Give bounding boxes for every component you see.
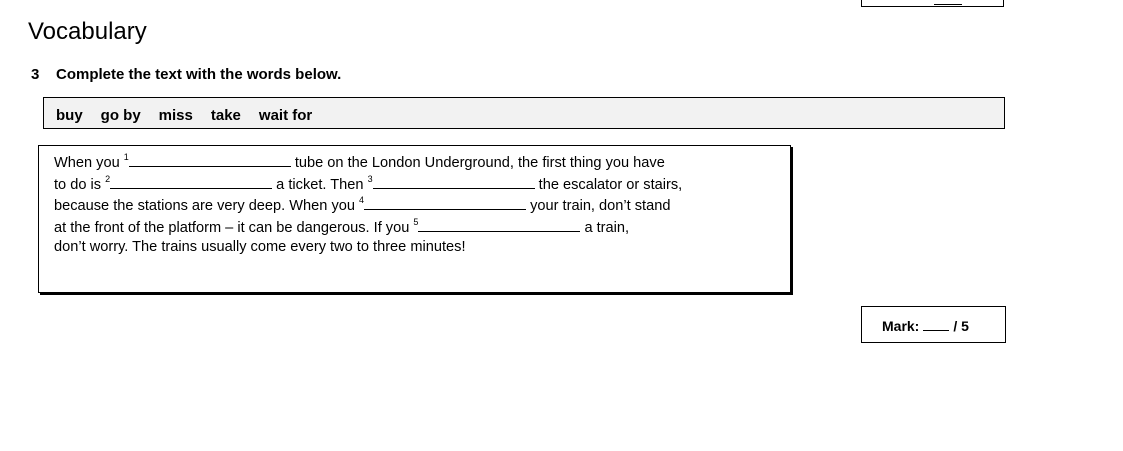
gap-5[interactable] <box>418 217 580 232</box>
passage-text: your train, don’t stand <box>526 198 671 214</box>
previous-mark-blank <box>934 4 962 5</box>
passage-box <box>38 145 791 293</box>
exercise-number: 3 <box>31 66 40 83</box>
gap-number-4: 4 <box>359 195 365 205</box>
gap-number-1: 1 <box>123 152 129 162</box>
mark-total: / 5 <box>953 318 969 334</box>
gap-2[interactable] <box>110 174 272 189</box>
passage-line-5: don’t worry. The trains usually come every two to three minutes! <box>54 239 466 255</box>
passage-line-2 <box>54 174 790 196</box>
word-bank-item: wait for <box>258 107 313 124</box>
word-bank-item: take <box>210 107 241 124</box>
previous-mark-box <box>861 0 1004 7</box>
word-bank-item: buy <box>56 107 83 124</box>
mark-box <box>861 306 1006 343</box>
gap-number-5: 5 <box>413 216 419 227</box>
passage-text: at the front of the platform – it can be dangerous. If you <box>54 219 414 236</box>
passage-line-3 <box>54 195 790 217</box>
passage-text: When you <box>54 155 124 171</box>
word-bank-item: miss <box>158 107 193 124</box>
passage-line-1 <box>54 152 790 174</box>
gap-number-3: 3 <box>367 173 373 184</box>
exercise-instruction <box>31 66 341 83</box>
gap-3[interactable] <box>373 174 535 189</box>
passage-text: to do is <box>54 176 106 193</box>
passage-text: a train, <box>580 219 630 236</box>
word-bank-item: go by <box>100 107 141 124</box>
word-bank <box>43 97 1005 129</box>
passage-text: because the stations are very deep. When you <box>54 198 360 214</box>
passage-text: the escalator or stairs, <box>534 176 683 193</box>
passage-text: tube on the London Underground, the first thing you have <box>290 155 665 171</box>
section-title: Vocabulary <box>28 18 147 45</box>
mark-label: Mark: <box>882 318 920 334</box>
gap-1[interactable] <box>129 152 291 167</box>
mark-blank[interactable] <box>923 330 949 331</box>
passage-text: a ticket. Then <box>272 176 368 193</box>
gap-4[interactable] <box>364 195 526 210</box>
instruction-text: Complete the text with the words below. <box>56 66 342 83</box>
passage-line-4 <box>54 217 790 239</box>
gap-number-2: 2 <box>105 173 111 184</box>
